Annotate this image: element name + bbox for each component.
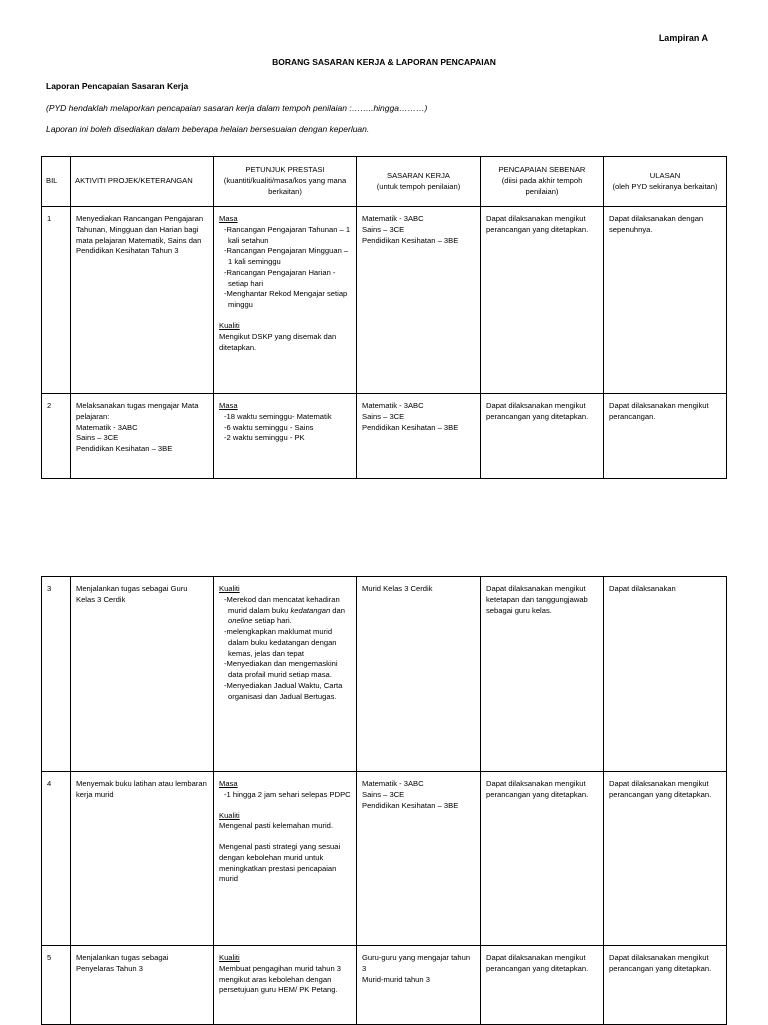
row-sasaran	[357, 394, 481, 479]
sasaran-line: Matematik - 3ABC	[362, 401, 424, 410]
col-pencapaian	[481, 157, 604, 207]
kualiti-label: Kualiti	[219, 953, 240, 962]
list-item: - Rancangan Pengajaran Tahunan – 1 kali setahun	[219, 225, 351, 247]
masa-label: Masa	[219, 214, 238, 223]
row-pencapaian: Dapat dilaksanakan mengikut perancangan yang ditetapkan.	[481, 946, 604, 1025]
list-item: - 18 waktu seminggu- Matematik	[219, 412, 351, 423]
masa-label: Masa	[219, 779, 238, 788]
list-item: - melengkapkan maklumat murid dalam buku kedatangan dengan kemas, jelas dan tepat	[219, 627, 351, 659]
row-aktiviti: Menjalankan tugas sebagai Guru Kelas 3 Cerdik	[71, 577, 214, 772]
aktiviti-line: Sains – 3CE	[76, 433, 119, 443]
sasaran-line: Murid-murid tahun 3	[362, 974, 430, 984]
col-petunjuk	[214, 157, 357, 207]
kualiti-text: Mengenal pasti kelemahan murid.	[219, 821, 333, 831]
report-subtitle: Laporan Pencapaian Sasaran Kerja	[46, 81, 189, 91]
table-row	[42, 394, 727, 479]
list-item: - 1 hingga 2 jam sehari selepas PDPC	[219, 790, 351, 801]
row-aktiviti: Menjalankan tugas sebagai Penyelaras Tahun 3	[71, 946, 214, 1025]
row-petunjuk	[214, 772, 357, 946]
item-text-italic: kedatangan	[290, 605, 331, 615]
row-aktiviti	[71, 394, 214, 479]
col-pencapaian-sub: (diisi pada akhir tempoh penilaian)	[501, 176, 583, 196]
period-note: (PYD hendaklah melaporkan pencapaian sasaran kerja dalam tempoh penilaian :……..hingga………)	[46, 103, 428, 113]
row-pencapaian: Dapat dilaksanakan mengikut perancangan yang ditetapkan.	[481, 394, 604, 479]
list-item: - Menyediakan dan mengemaskini data profail murid setiap masa.	[219, 659, 351, 681]
sasaran-line: Matematik - 3ABC	[362, 779, 424, 788]
col-petunjuk-sub: (kuantiti/kualiti/masa/kos yang mana berkaitan)	[223, 176, 347, 196]
row-bil: 1	[42, 207, 71, 394]
masa-list	[219, 225, 351, 311]
row-pencapaian: Dapat dilaksanakan mengikut perancangan yang ditetapkan.	[481, 772, 604, 946]
col-sasaran-sub: (untuk tempoh penilaian)	[376, 181, 461, 191]
kualiti-text: Mengikut DSKP yang disemak dan ditetapkan.	[219, 331, 337, 352]
report-table-page-1	[41, 156, 727, 479]
kualiti-text: Membuat pengagihan murid tahun 3 mengikut aras kebolehan dengan persetujuan guru HEM/ PK Petang.	[219, 963, 342, 995]
row-aktiviti: Menyemak buku latihan atau lembaran kerja murid	[71, 772, 214, 946]
item-text-italic: oneline	[228, 616, 253, 626]
sasaran-line: Sains – 3CE	[362, 789, 405, 799]
row-petunjuk	[214, 577, 357, 772]
kualiti-list	[219, 595, 351, 703]
row-pencapaian: Dapat dilaksanakan mengikut ketetapan dan tanggungjawab sebagai guru kelas.	[481, 577, 604, 772]
row-bil: 2	[42, 394, 71, 479]
lampiran-label: Lampiran A	[658, 33, 708, 43]
row-aktiviti: Menyediakan Rancangan Pengajaran Tahunan, Mingguan dan Harian bagi mata pelajaran Matematik, Sains dan Pendidikan Kesihatan Tahun 3	[71, 207, 214, 394]
kualiti-label: Kualiti	[219, 321, 240, 331]
row-ulasan: Dapat dilaksanakan dengan sepenuhnya.	[604, 207, 727, 394]
table-row	[42, 207, 727, 394]
table-row	[42, 772, 727, 946]
masa-list	[219, 412, 351, 444]
row-petunjuk	[214, 946, 357, 1025]
kualiti-text: Mengenal pasti strategi yang sesuai dengan kebolehan murid untuk meningkatkan prestasi pencapaian murid	[219, 842, 341, 884]
aktiviti-line: Matematik - 3ABC	[76, 422, 138, 432]
kualiti-label: Kualiti	[219, 584, 240, 593]
list-item: - Menghantar Rekod Mengajar setiap minggu	[219, 289, 351, 311]
col-ulasan-sub: (oleh PYD sekiranya berkaitan)	[612, 181, 718, 191]
row-ulasan: Dapat dilaksanakan mengikut perancangan yang ditetapkan.	[604, 946, 727, 1025]
list-item: - Rancangan Pengajaran Harian - setiap hari	[219, 268, 351, 290]
row-petunjuk	[214, 394, 357, 479]
row-pencapaian: Dapat dilaksanakan mengikut perancangan yang ditetapkan.	[481, 207, 604, 394]
col-aktiviti: AKTIVITI PROJEK/KETERANGAN	[71, 157, 214, 207]
aktiviti-line: Melaksanakan tugas mengajar Mata pelajaran:	[76, 401, 199, 421]
list-item: - Rancangan Pengajaran Mingguan – 1 kali seminggu	[219, 246, 351, 268]
table-row	[42, 577, 727, 772]
row-bil: 5	[42, 946, 71, 1025]
table-row	[42, 946, 727, 1025]
row-sasaran	[357, 946, 481, 1025]
sasaran-line: Sains – 3CE	[362, 411, 405, 421]
report-table-page-2	[41, 576, 727, 1025]
sasaran-line: Pendidikan Kesihatan – 3BE	[362, 235, 459, 245]
row-sasaran	[357, 772, 481, 946]
col-sasaran	[357, 157, 481, 207]
list-item: - Menyediakan Jadual Waktu, Carta organisasi dan Jadual Bertugas.	[219, 681, 351, 703]
table-header-row	[42, 157, 727, 207]
sasaran-line: Guru-guru yang mengajar tahun 3	[362, 953, 471, 973]
masa-label: Masa	[219, 401, 238, 410]
row-sasaran: Murid Kelas 3 Cerdik	[357, 577, 481, 772]
col-ulasan	[604, 157, 727, 207]
row-bil: 3	[42, 577, 71, 772]
form-title: BORANG SASARAN KERJA & LAPORAN PENCAPAIAN	[272, 57, 496, 67]
aktiviti-line: Pendidikan Kesihatan – 3BE	[76, 444, 173, 454]
col-ulasan-title: ULASAN	[649, 170, 681, 180]
item-text: setiap hari.	[252, 616, 292, 626]
sasaran-line: Pendidikan Kesihatan – 3BE	[362, 800, 459, 810]
sasaran-line: Matematik - 3ABC	[362, 214, 424, 223]
row-petunjuk	[214, 207, 357, 394]
list-item	[219, 595, 351, 627]
row-sasaran	[357, 207, 481, 394]
list-item: - 6 waktu seminggu - Sains	[219, 423, 351, 434]
row-bil: 4	[42, 772, 71, 946]
col-pencapaian-title: PENCAPAIAN SEBENAR	[498, 165, 586, 175]
item-text: Merekod dan mencatat kehadiran murid dalam buku	[226, 594, 340, 615]
sasaran-line: Pendidikan Kesihatan – 3BE	[362, 422, 459, 432]
sheets-note: Laporan ini boleh disediakan dalam beberapa helaian bersesuaian dengan keperluan.	[46, 124, 370, 134]
row-ulasan: Dapat dilaksanakan mengikut perancangan yang ditetapkan.	[604, 772, 727, 946]
item-text: dan	[330, 605, 345, 615]
col-sasaran-title: SASARAN KERJA	[387, 170, 450, 180]
masa-list	[219, 790, 351, 801]
row-ulasan: Dapat dilaksanakan	[604, 577, 727, 772]
sasaran-line: Sains – 3CE	[362, 224, 405, 234]
kualiti-label: Kualiti	[219, 810, 240, 820]
col-petunjuk-title: PETUNJUK PRESTASI	[245, 165, 325, 175]
list-item: - 2 waktu seminggu - PK	[219, 433, 351, 444]
row-ulasan: Dapat dilaksanakan mengikut perancangan.	[604, 394, 727, 479]
col-bil: BIL	[42, 157, 71, 207]
